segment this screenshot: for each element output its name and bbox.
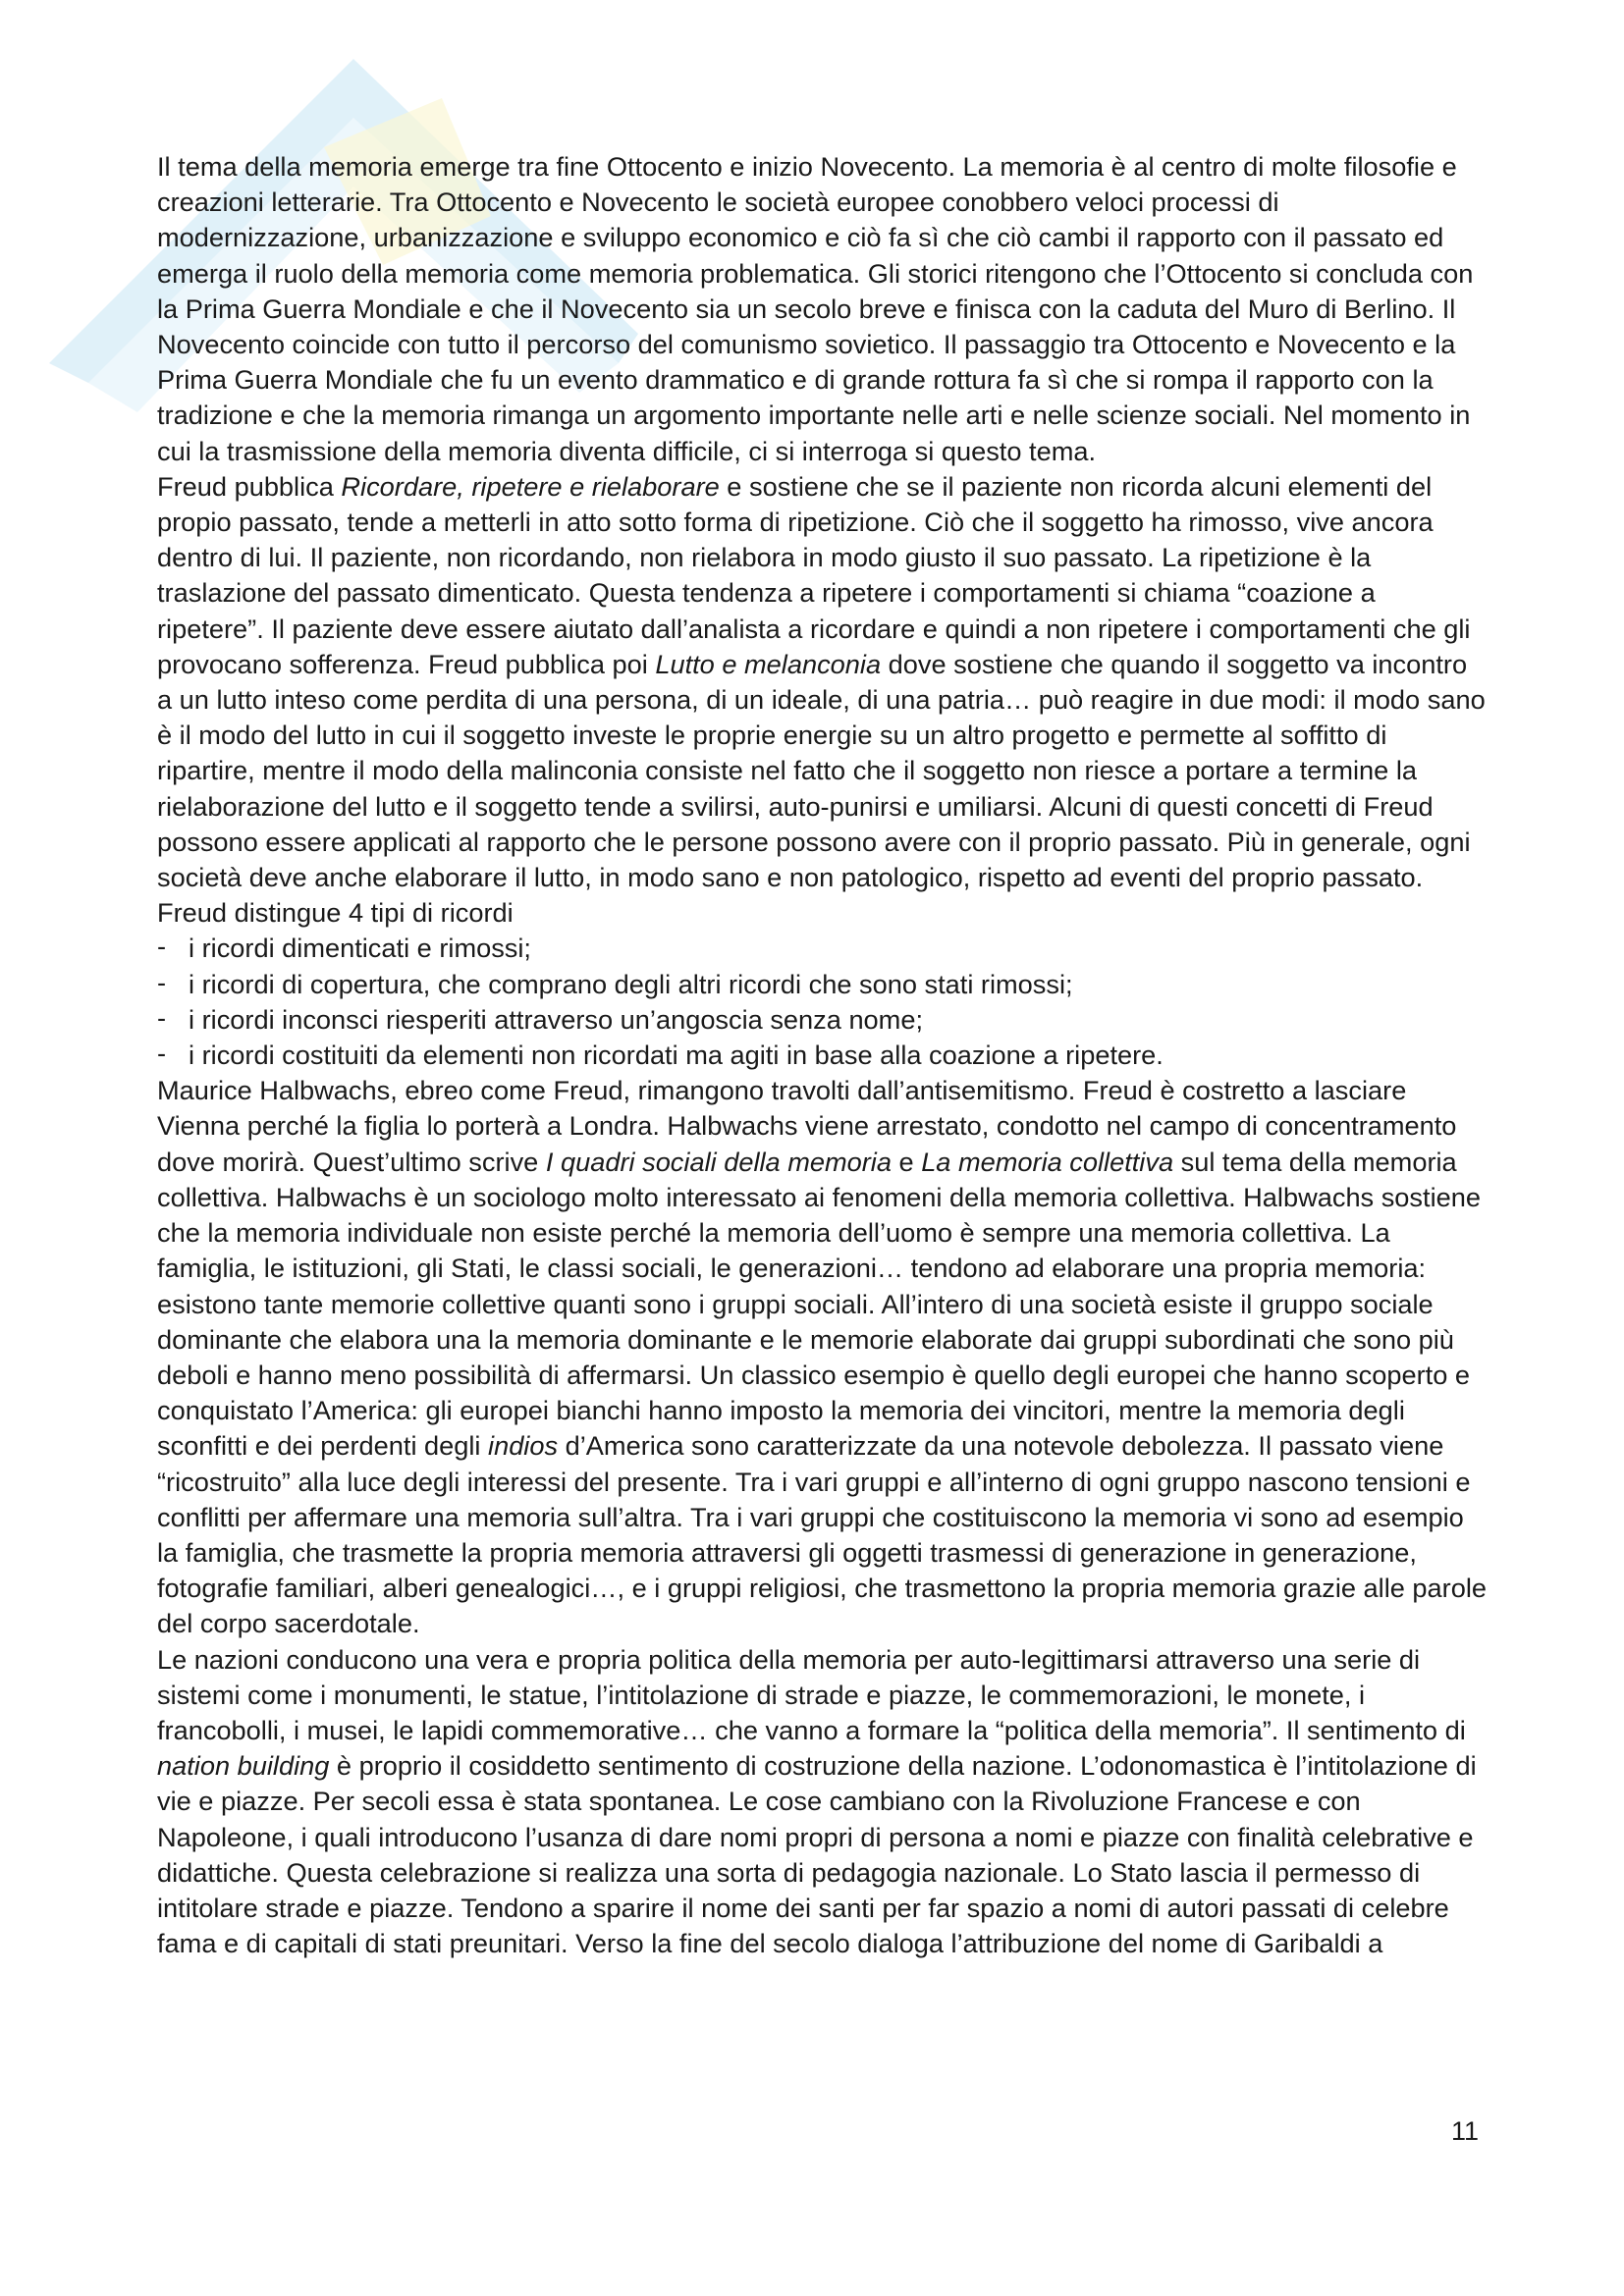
memory-types-list [157, 931, 1488, 1073]
book-title-memoria-collettiva: La memoria collettiva [921, 1146, 1174, 1177]
book-title-quadri-sociali: I quadri sociali della memoria [545, 1146, 892, 1177]
book-title-ricordare: Ricordare, ripetere e rielaborare [341, 470, 720, 502]
list-item: - i ricordi inconsci riesperiti attraverso un’angoscia senza nome; [157, 1002, 1488, 1038]
document-body [157, 149, 1488, 1961]
paragraph-memory-intro: Il tema della memoria emerge tra fine Ottocento e inizio Novecento. La memoria è al centro di molte filosofie e creazioni letterarie. Tra Ottocento e Novecento le società europee conobbero veloci processi di modernizzazione, urbanizzazione e sviluppo economico e ciò fa sì che ciò cambi il rapporto con il passato ed emerga il ruolo della memoria come memoria problematica. Gli storici ritengono che l’Ottocento si concluda con la Prima Guerra Mondiale e che il Novecento sia un secolo breve e finisca con la caduta del Muro di Berlino. Il Novecento coincide con tutto il percorso del comunismo sovietico. Il passaggio tra Ottocento e Novecento e la Prima Guerra Mondiale che fu un evento drammatico e di grande rottura fa sì che si rompa il rapporto con la tradizione e che la memoria rimanga un argomento importante nelle arti e nelle scienze sociali. Nel momento in cui la trasmissione della memoria diventa difficile, ci si interroga si questo tema. [157, 151, 1474, 466]
list-item: - i ricordi dimenticati e rimossi; [157, 931, 1488, 966]
paragraph-halbwachs: Maurice Halbwachs, ebreo come Freud, rimangono travolti dall’antisemitismo. Freud è costretto a lasciare Vienna perché la figlia lo porterà a Londra. Halbwachs viene arrestato, condotto nel campo di concentramento dove morirà. Quest’ultimo scrive I quadri sociali della memoria e La memoria collettiva sul tema della memoria collettiva. Halbwachs è un sociologo molto interessato ai fenomeni della memoria collettiva. Halbwachs sostiene che la memoria individuale non esiste perché la memoria dell’uomo è sempre una memoria collettiva. La famiglia, le istituzioni, gli Stati, le classi sociali, le generazioni… tendono ad elaborare una propria memoria: esistono tante memorie collettive quanti sono i gruppi sociali. All’intero di una società esiste il gruppo sociale dominante che elabora una la memoria dominante e le memorie elaborate dai gruppi subordinati che sono più deboli e hanno meno possibilità di affermarsi. Un classico esempio è quello degli europei che hanno scoperto e conquistato l’America: gli europei bianchi hanno imposto la memoria dei vincitori, mentre la memoria degli sconfitti e dei perdenti degli indios d’America sono caratterizzate da una notevole debolezza. Il passato viene “ricostruito” alla luce degli interessi del presente. Tra i vari gruppi e all’interno di ogni gruppo nascono tensioni e conflitti per affermare una memoria sull’altra. Tra i vari gruppi che costituiscono la memoria vi sono ad esempio la famiglia, che trasmette la propria memoria attraversi gli oggetti trasmessi di generazione in generazione, fotografie familiari, alberi genealogici…, e i gruppi religiosi, che trasmettono la propria memoria grazie alle parole del corpo sacerdotale. [157, 1075, 1487, 1639]
page-number: 11 [1450, 2116, 1479, 2146]
list-item: - i ricordi di copertura, che comprano degli altri ricordi che sono stati rimossi; [157, 967, 1488, 1002]
paragraph-politics-memory: Le nazioni conducono una vera e propria politica della memoria per auto-legittimarsi attraverso una serie di sistemi come i monumenti, le statue, l’intitolazione di strade e piazze, le commemorazioni, le monete, i francobolli, i musei, le lapidi commemorative… che vanno a formare la “politica della memoria”. Il sentimento di nation building è proprio il cosiddetto sentimento di costruzione della nazione. L’odonomastica è l’intitolazione di vie e piazze. Per secoli essa è stata spontanea. Le cose cambiano con la Rivoluzione Francese e con Napoleone, i quali introducono l’usanza di dare nomi propri di persona a nomi e piazze con finalità celebrative e didattiche. Questa celebrazione si realizza una sorta di pedagogia nazionale. Lo Stato lascia il permesso di intitolare strade e piazze. Tendono a sparire il nome dei santi per far spazio a nomi di autori passati di celebre fama e di capitali di stati preunitari. Verso la fine del secolo dialoga l’attribuzione del nome di Garibaldi a [157, 1643, 1477, 1959]
list-item: - i ricordi costituiti da elementi non ricordati ma agiti in base alla coazione a ripetere. [157, 1038, 1488, 1073]
book-title-lutto: Lutto e melanconia [655, 648, 882, 679]
paragraph-freud: Freud pubblica Ricordare, ripetere e rielaborare e sostiene che se il paziente non ricorda alcuni elementi del propio passato, tende a metterli in atto sotto forma di ripetizione. Ciò che il soggetto ha rimosso, vive ancora dentro di lui. Il paziente, non ricordando, non rielabora in modo giusto il suo passato. La ripetizione è la traslazione del passato dimenticato. Questa tendenza a ripetere i comportamenti si chiama “coazione a ripetere”. Il paziente deve essere aiutato dall’analista a ricordare e quindi a non ripetere i comportamenti che gli provocano sofferenza. Freud pubblica poi Lutto e melanconia dove sostiene che quando il soggetto va incontro a un lutto inteso come perdita di una persona, di un ideale, di una patria… può reagire in due modi: il modo sano è il modo del lutto in cui il soggetto investe le proprie energie su un altro progetto e permette al soffitto di ripartire, mentre il modo della malinconia consiste nel fatto che il soggetto non riesce a portare a termine la rielaborazione del lutto e il soggetto tende a svilirsi, auto-punirsi e umiliarsi. Alcuni di questi concetti di Freud possono essere applicati al rapporto che le persone possono avere con il proprio passato. Più in generale, ogni società deve anche elaborare il lutto, in modo sano e non patologico, rispetto ad eventi del proprio passato. Freud distingue 4 tipi di ricordi [157, 470, 1486, 929]
term-nation-building: nation building [157, 1750, 330, 1782]
term-indios: indios [488, 1430, 559, 1462]
